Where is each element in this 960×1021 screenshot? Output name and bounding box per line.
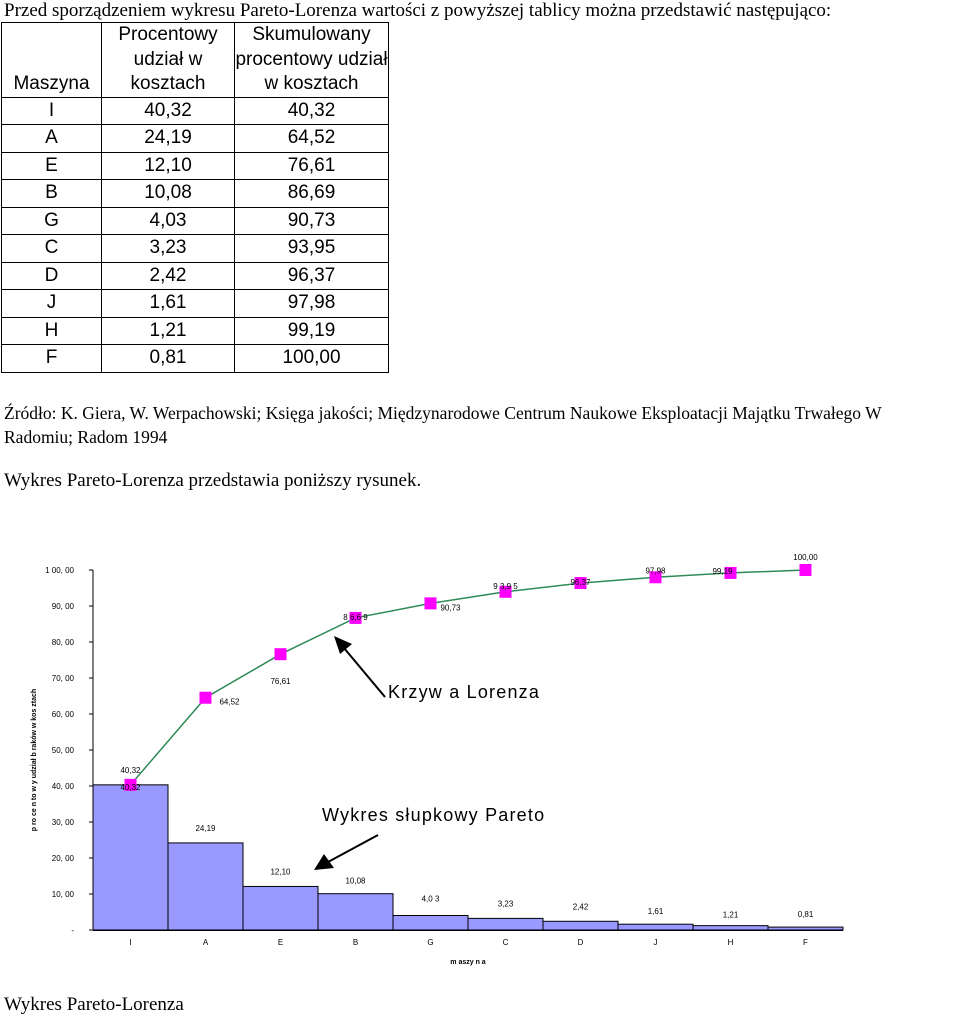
cumulative-cell: 40,32 bbox=[235, 97, 389, 125]
machine-cell: C bbox=[2, 235, 102, 263]
cost-table bbox=[1, 22, 389, 373]
cumulative-data-label: 40,32 bbox=[120, 782, 141, 792]
chart-bottom-caption: Wykres Pareto-Lorenza bbox=[4, 994, 184, 1015]
y-tick-label: 1 00, 00 bbox=[45, 566, 74, 575]
cumulative-data-label: 9 3,9 5 bbox=[493, 581, 518, 591]
column-header-machine: Maszyna bbox=[2, 23, 102, 98]
y-tick-label: 10, 00 bbox=[51, 890, 74, 899]
pareto-arrowhead bbox=[314, 854, 334, 870]
share-cell: 10,08 bbox=[102, 180, 235, 208]
table-row bbox=[2, 317, 389, 345]
column-header-share: Procentowy udział w kosztach bbox=[102, 23, 235, 98]
x-tick-label: F bbox=[803, 938, 808, 947]
cumulative-data-label: 64,52 bbox=[219, 697, 240, 707]
y-tick-label: 50, 00 bbox=[51, 746, 74, 755]
cumulative-cell: 64,52 bbox=[235, 125, 389, 153]
machine-cell: F bbox=[2, 345, 102, 373]
machine-cell: A bbox=[2, 125, 102, 153]
y-tick-label: 90, 00 bbox=[51, 602, 74, 611]
bar bbox=[393, 915, 468, 930]
cumulative-point bbox=[425, 597, 437, 609]
x-axis-title: m aszy n a bbox=[450, 959, 486, 966]
machine-cell: B bbox=[2, 180, 102, 208]
annotation-lorenz-curve: Krzyw a Lorenza bbox=[388, 682, 541, 702]
y-tick-label: - bbox=[71, 926, 74, 935]
cumulative-data-label: 90,73 bbox=[440, 603, 461, 613]
table-header-row bbox=[2, 23, 389, 98]
bar-data-label: 40,32 bbox=[120, 765, 141, 775]
table-row bbox=[2, 125, 389, 153]
table-row bbox=[2, 345, 389, 373]
bar bbox=[468, 918, 543, 930]
table-row bbox=[2, 235, 389, 263]
bar-data-label: 12,10 bbox=[270, 867, 291, 877]
annotation-group bbox=[314, 636, 545, 870]
bar-data-label: 10,08 bbox=[345, 876, 366, 886]
pareto-lorenz-chart bbox=[0, 540, 960, 980]
lorenz-arrow-shaft bbox=[344, 648, 385, 697]
cumulative-point bbox=[800, 564, 812, 576]
machine-cell: J bbox=[2, 290, 102, 318]
bar-data-label: 3,23 bbox=[497, 899, 514, 909]
table-row bbox=[2, 290, 389, 318]
bar-data-label: 0,81 bbox=[797, 910, 814, 920]
bar-data-label: 1,61 bbox=[647, 907, 664, 917]
y-tick-label: 30, 00 bbox=[51, 818, 74, 827]
share-cell: 24,19 bbox=[102, 125, 235, 153]
cumulative-data-label: 76,61 bbox=[270, 677, 291, 687]
intro-text: Przed sporządzeniem wykresu Pareto-Lorenza wartości z powyższej tablicy można przedstawić następująco: bbox=[4, 0, 832, 21]
share-cell: 12,10 bbox=[102, 152, 235, 180]
cumulative-line bbox=[131, 570, 806, 785]
annotation-pareto-bars: Wykres słupkowy Pareto bbox=[322, 805, 546, 825]
lorenz-arrowhead bbox=[334, 636, 352, 654]
share-cell: 2,42 bbox=[102, 262, 235, 290]
share-cell: 3,23 bbox=[102, 235, 235, 263]
x-tick-label: A bbox=[202, 938, 209, 947]
cumulative-data-label: 99,19 bbox=[712, 566, 733, 576]
x-tick-label: I bbox=[129, 938, 132, 947]
bar bbox=[693, 926, 768, 930]
y-tick-label: 40, 00 bbox=[51, 782, 74, 791]
share-cell: 1,21 bbox=[102, 317, 235, 345]
bar bbox=[93, 782, 168, 930]
bar-data-label: 4,0 3 bbox=[421, 894, 440, 904]
cumulative-cell: 76,61 bbox=[235, 152, 389, 180]
pareto-arrow-shaft bbox=[328, 835, 378, 862]
y-tick-label: 60, 00 bbox=[51, 710, 74, 719]
cumulative-cell: 99,19 bbox=[235, 317, 389, 345]
column-header-cumulative: Skumulowany procentowy udział w kosztach bbox=[235, 23, 389, 98]
cumulative-cell: 96,37 bbox=[235, 262, 389, 290]
source-note: Źródło: K. Giera, W. Werpachowski; Księga jakości; Międzynarodowe Centrum Naukowe Eksploatacji Majątku Trwałego W Radomiu; Radom 1994 bbox=[4, 403, 882, 447]
x-tick-label: J bbox=[653, 938, 658, 947]
cumulative-point bbox=[275, 648, 287, 660]
cumulative-data-label: 96,37 bbox=[570, 578, 591, 588]
x-tick-label: H bbox=[727, 938, 734, 947]
machine-cell: E bbox=[2, 152, 102, 180]
cumulative-line-series bbox=[125, 564, 812, 791]
bar bbox=[243, 886, 318, 930]
bar-data-label: 2,42 bbox=[572, 902, 589, 912]
table-row bbox=[2, 97, 389, 125]
table-row bbox=[2, 152, 389, 180]
table-row bbox=[2, 262, 389, 290]
bar-data-label: 24,19 bbox=[195, 823, 216, 833]
cumulative-data-label: 100,00 bbox=[793, 553, 818, 562]
cumulative-label-group bbox=[120, 553, 818, 792]
bar bbox=[543, 921, 618, 930]
x-tick-label: D bbox=[577, 938, 584, 947]
machine-cell: G bbox=[2, 207, 102, 235]
share-cell: 1,61 bbox=[102, 290, 235, 318]
bar bbox=[618, 924, 693, 930]
cumulative-cell: 90,73 bbox=[235, 207, 389, 235]
chart-intro-caption: Wykres Pareto-Lorenza przedstawia poniższy rysunek. bbox=[4, 470, 422, 491]
cumulative-cell: 100,00 bbox=[235, 345, 389, 373]
y-tick-label: 70, 00 bbox=[51, 674, 74, 683]
y-tick-label: 80, 00 bbox=[51, 638, 74, 647]
share-cell: 40,32 bbox=[102, 97, 235, 125]
bar-data-label: 1,21 bbox=[722, 910, 739, 920]
table-row bbox=[2, 207, 389, 235]
machine-cell: I bbox=[2, 97, 102, 125]
cumulative-cell: 97,98 bbox=[235, 290, 389, 318]
bar bbox=[168, 843, 243, 930]
x-tick-label: G bbox=[427, 938, 434, 947]
table-row bbox=[2, 180, 389, 208]
x-tick-label: B bbox=[352, 938, 359, 947]
y-axis-title: p ro ce n to w y udział b raków w kos ztach bbox=[31, 688, 38, 832]
machine-cell: H bbox=[2, 317, 102, 345]
machine-cell: D bbox=[2, 262, 102, 290]
cumulative-cell: 93,95 bbox=[235, 235, 389, 263]
cumulative-data-label: 8 6,6 9 bbox=[343, 612, 368, 622]
y-tick-label: 20, 00 bbox=[51, 854, 74, 863]
cumulative-cell: 86,69 bbox=[235, 180, 389, 208]
share-cell: 4,03 bbox=[102, 207, 235, 235]
x-tick-label: E bbox=[277, 938, 284, 947]
x-tick-label: C bbox=[502, 938, 509, 947]
bar bbox=[318, 894, 393, 930]
cumulative-point bbox=[200, 692, 212, 704]
cumulative-data-label: 97,98 bbox=[645, 566, 666, 576]
bar bbox=[768, 927, 843, 930]
share-cell: 0,81 bbox=[102, 345, 235, 373]
